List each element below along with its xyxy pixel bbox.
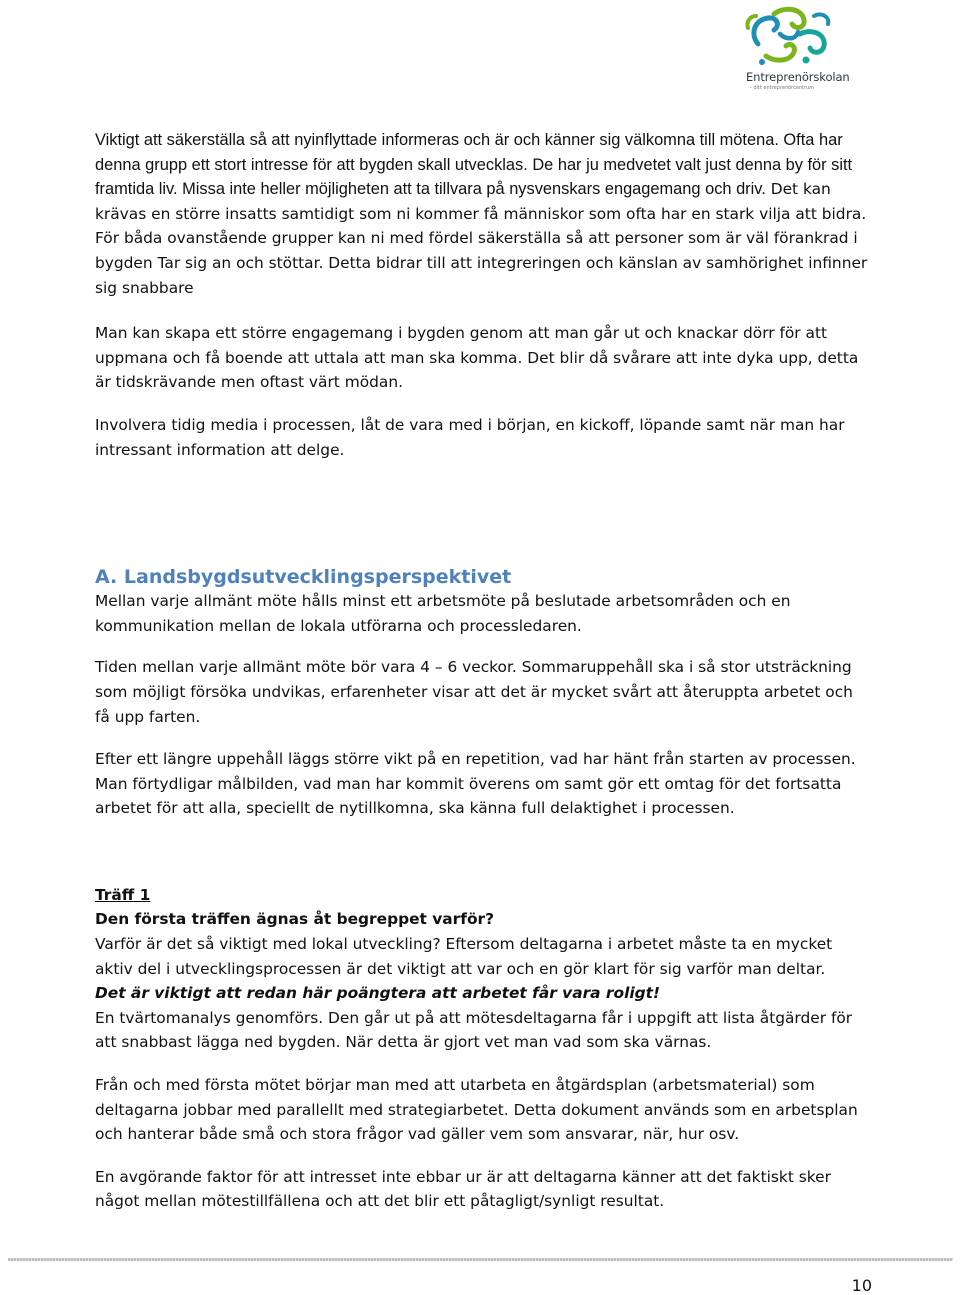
section-a-heading: A. Landsbygdsutvecklingsperspektivet — [95, 566, 512, 589]
paragraph-media: Involvera tidig media i processen, låt de vara med i början, en kickoff, löpande samt när man har intressant information att delge. — [95, 415, 845, 459]
paragraph-newcomers-part2: Det kan krävas en större insatts samtidigt som ni kommer få människor som ofta har en stark vilja att bidra. För båda ovanstående grupper kan ni med fördel säkerställa så att personer som är väl förankrad i bygden Tar sig an och stöttar. Detta bidrar till att integreringen och känslan av samhörighet infinner sig snabbare — [95, 180, 868, 297]
traff-1-emphasis: Det är viktigt att redan här poängtera att arbetet får vara roligt! — [95, 984, 661, 1003]
paragraph-newcomers — [95, 128, 870, 300]
traff-1-paragraph-2: En tvärtomanalys genomförs. Den går ut på att mötesdeltagarna får i uppgift att lista åtgärder för att snabbast lägga ned bygden. När detta är gjort vet man vad som ska värnas. — [95, 1008, 853, 1052]
traff-1-paragraph-3: Från och med första mötet börjar man med att utarbeta en åtgärdsplan (arbetsmaterial) som deltagarna jobbar med parallellt med strategiarbetet. Detta dokument används som en arbetsplan och hanterar både små och stora frågor vad gäller vem som ansvarar, när, hur osv. — [95, 1076, 858, 1144]
footer-divider — [8, 1258, 953, 1261]
section-a-paragraph-2: Tiden mellan varje allmänt möte bör vara 4 – 6 veckor. Sommaruppehåll ska i så stor utsträckning som möjligt försöka undvikas, erfarenheter visar att det är mycket svårt att återuppta arbetet och få upp farten. — [95, 658, 853, 726]
paragraph-newcomers-part1: Viktigt att säkerställa så att nyinflyttade informeras och är och känner sig välkomna till mötena. Ofta har denna grupp ett stort intresse för att bygden skall utvecklas. De har ju medvetet valt just denna by för sitt framtida liv. Missa inte heller möjligheten att ta tillvara på nysvenskars engagemang och driv. — [95, 131, 853, 199]
paragraph-door-knocking: Man kan skapa ett större engagemang i bygden genom att man går ut och knackar dörr för att uppmana och få boende att uttala att man ska komma. Det blir då svårare att inte dyka upp, detta är tidskrävande men oftast värt mödan. — [95, 324, 859, 392]
section-a-paragraph-3: Efter ett längre uppehåll läggs större vikt på en repetition, vad har hänt från starten av processen. Man förtydligar målbilden, vad man har kommit överens om samt gör ett omtag för det fortsatta arbetet för att alla, speciellt de nytillkomna, ska känna full delaktighet i processen. — [95, 750, 856, 818]
traff-1-subtitle: Den första träffen ägnas åt begreppet varför? — [95, 910, 495, 929]
traff-1-paragraph-4: En avgörande faktor för att intresset inte ebbar ur är att deltagarna känner att det faktiskt sker något mellan mötestillfällena och att det blir ett påtagligt/synligt resultat. — [95, 1167, 831, 1211]
document-body — [95, 128, 870, 1214]
page-number: 10 — [851, 1276, 872, 1295]
logo-name: Entreprenörskolan — [746, 70, 850, 84]
traff-1-title: Träff 1 — [95, 885, 151, 904]
section-a-paragraph-1: Mellan varje allmänt möte hålls minst ett arbetsmöte på beslutade arbetsområden och en kommunikation mellan de lokala utförarna och processledaren. — [95, 592, 791, 635]
logo-subtitle: - ditt entreprenörcentrum — [750, 85, 815, 91]
entreprenorskolan-logo — [740, 4, 850, 96]
traff-1-paragraph-1: Varför är det så viktigt med lokal utveckling? Eftersom deltagarna i arbetet måste ta en mycket aktiv del i utvecklingsprocessen är det viktigt att var och en gör klart för sig varför man deltar. — [95, 935, 833, 978]
logo-mark-icon — [740, 4, 850, 70]
